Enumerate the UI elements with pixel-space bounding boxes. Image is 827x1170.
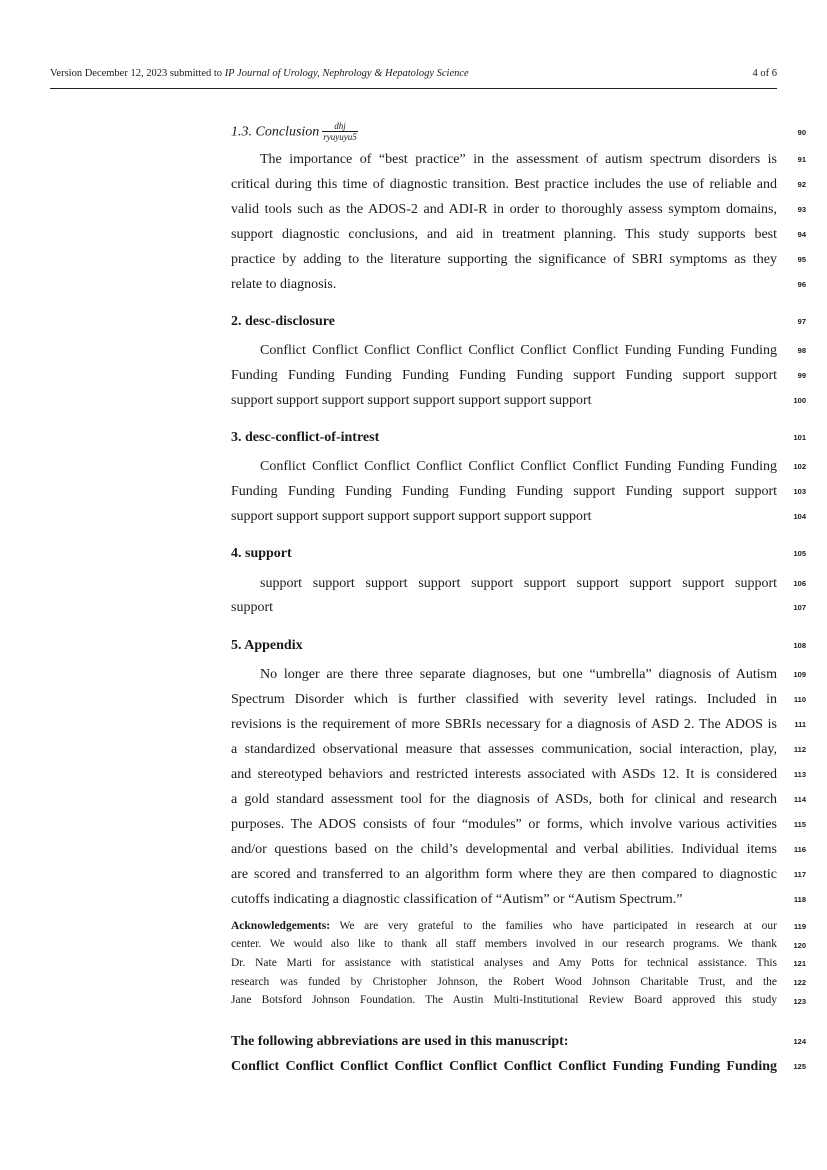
body-line: a standardized observational measure that assesses communication, social interaction, play, (231, 742, 777, 757)
body-line: No longer are there three separate diagnoses, but one “umbrella” diagnosis of Autism (260, 667, 777, 682)
line-number: 101 (793, 433, 806, 442)
line-number: 90 (797, 128, 806, 137)
body-line: revisions is the requirement of more SBRIs necessary for a diagnosis of ASD 2. The ADOS is (231, 717, 777, 732)
body-line: purposes. The ADOS consists of four “modules” or forms, which involve various activities (231, 817, 777, 832)
line-number: 121 (793, 959, 806, 968)
line-number: 102 (793, 462, 806, 471)
line-number: 110 (793, 695, 806, 704)
acknowledgements-line: Dr. Nate Marti for assistance with statistical analyses and Amy Potts for technical assistance. This (231, 957, 777, 969)
acknowledgements-line: Jane Botsford Johnson Foundation. The Austin Multi-Institutional Review Board approved this study (231, 994, 777, 1006)
acknowledgements-text: We are very grateful to the families who have participated in research at our (339, 920, 777, 932)
section-heading: 5. Appendix (231, 638, 303, 653)
line-number: 115 (793, 820, 806, 829)
line-number: 97 (797, 317, 806, 326)
conclusion-heading (231, 122, 777, 143)
abbreviations-line: Conflict Conflict Conflict Conflict Conflict Conflict Conflict Funding Funding Funding (231, 1059, 777, 1074)
line-number: 96 (797, 280, 806, 289)
line-number: 113 (793, 770, 806, 779)
line-number: 118 (793, 895, 806, 904)
acknowledgements-line: research was funded by Christopher Johnson, the Robert Wood Johnson Charitable Trust, and the (231, 976, 777, 988)
body-line: critical during this time of diagnostic transition. Best practice includes the use of reliable and (231, 177, 777, 192)
line-number: 114 (793, 795, 806, 804)
line-number: 112 (793, 745, 806, 754)
header-left (50, 67, 469, 81)
page-number: 4 of 6 (752, 68, 777, 79)
section-heading: 4. support (231, 546, 292, 561)
body-line: and/or questions based on the child’s developmental and verbal abilities. Individual items (231, 842, 777, 857)
acknowledgements-line (231, 919, 777, 934)
line-number: 120 (793, 941, 806, 950)
line-number: 91 (797, 155, 806, 164)
body-line: a gold standard assessment tool for the diagnosis of ASDs, both for clinical and research (231, 792, 777, 807)
body-line: Funding Funding Funding Funding Funding Funding support Funding support support (231, 368, 777, 383)
body-line: Spectrum Disorder which is further classified with severity level ratings. Included in (231, 692, 777, 707)
abbreviations-heading: The following abbreviations are used in this manuscript: (231, 1034, 569, 1049)
line-number: 93 (797, 205, 806, 214)
body-line: cutoffs indicating a diagnostic classification of “Autism” or “Autism Spectrum.” (231, 892, 683, 907)
line-number: 94 (797, 230, 806, 239)
body-line: are scored and transferred to an algorithm form where they are then compared to diagnostic (231, 867, 777, 882)
line-number: 119 (793, 922, 806, 931)
body-line: support (231, 600, 273, 615)
body-line: relate to diagnosis. (231, 277, 337, 292)
body-line: support diagnostic conclusions, and aid in treatment planning. This study supports best (231, 227, 777, 242)
conclusion-heading-text: 1.3. Conclusion (231, 124, 320, 140)
line-number: 99 (797, 371, 806, 380)
header-version: Version December 12, 2023 submitted to (50, 68, 225, 79)
journal-name: IP Journal of Urology, Nephrology & Hepatology Science (224, 68, 469, 79)
line-number: 103 (793, 487, 806, 496)
line-number: 108 (793, 641, 806, 650)
body-line: support support support support support support support support (231, 509, 592, 524)
line-number: 95 (797, 255, 806, 264)
line-number: 104 (793, 512, 806, 521)
line-number: 109 (793, 670, 806, 679)
header-rule (50, 88, 777, 89)
line-number: 124 (793, 1037, 806, 1046)
body-line: support support support support support support support support support support (260, 576, 777, 591)
acknowledgements-line: center. We would also like to thank all staff members involved in our research programs. We thank (231, 938, 777, 950)
line-number: 117 (793, 870, 806, 879)
body-line: and stereotyped behaviors and restricted interests associated with ASDs 12. It is considered (231, 767, 777, 782)
line-number: 106 (793, 579, 806, 588)
acknowledgements-label: Acknowledgements: (231, 920, 331, 932)
line-number: 100 (793, 396, 806, 405)
line-number: 122 (793, 978, 806, 987)
line-number: 107 (793, 603, 806, 612)
fraction-denominator: ryuyuyu5 (323, 132, 357, 142)
line-number: 92 (797, 180, 806, 189)
body-line: Conflict Conflict Conflict Conflict Conflict Conflict Conflict Funding Funding Funding (260, 459, 777, 474)
body-line: practice by adding to the literature supporting the significance of SBRI symptoms as they (231, 252, 777, 267)
line-number: 98 (797, 346, 806, 355)
line-number: 105 (793, 549, 806, 558)
line-number: 125 (793, 1062, 806, 1071)
body-line: support support support support support support support support (231, 393, 592, 408)
line-number: 116 (793, 845, 806, 854)
section-heading: 3. desc-conflict-of-intrest (231, 430, 380, 445)
body-line: Conflict Conflict Conflict Conflict Conflict Conflict Conflict Funding Funding Funding (260, 343, 777, 358)
body-line: The importance of “best practice” in the assessment of autism spectrum disorders is (260, 152, 777, 167)
section-heading: 2. desc-disclosure (231, 314, 335, 329)
line-number: 123 (793, 997, 806, 1006)
heading-fraction (322, 121, 358, 142)
body-line: Funding Funding Funding Funding Funding Funding support Funding support support (231, 484, 777, 499)
body-line: valid tools such as the ADOS-2 and ADI-R in order to thoroughly assess symptom domains, (231, 202, 777, 217)
fraction-numerator: dhj (322, 121, 358, 132)
line-number: 111 (794, 720, 806, 729)
